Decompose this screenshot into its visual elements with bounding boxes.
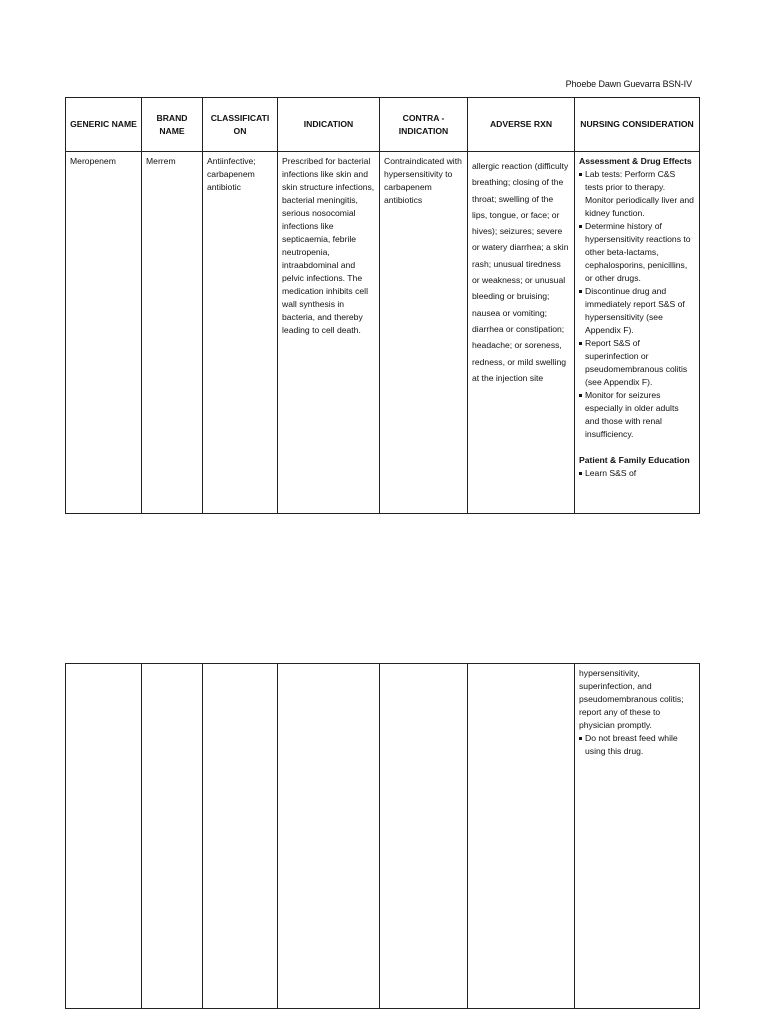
list-item: Discontinue drug and immediately report S&S of hypersensitivity (see Appendix F). bbox=[579, 285, 695, 337]
assessment-title: Assessment & Drug Effects bbox=[579, 156, 692, 166]
header-brand-name: BRAND NAME bbox=[142, 98, 203, 152]
header-nursing-consideration: NURSING CONSIDERATION bbox=[575, 98, 700, 152]
list-item: Learn S&S of bbox=[579, 467, 695, 480]
header-indication: INDICATION bbox=[278, 98, 380, 152]
cell-brand-name-empty bbox=[142, 664, 203, 1009]
cell-contraindication: Contraindicated with hypersensitivity to carbapenem antibiotics bbox=[380, 152, 468, 514]
education-list-continued bbox=[579, 732, 695, 758]
assessment-list bbox=[579, 168, 695, 441]
header-classification: CLASSIFICATI ON bbox=[203, 98, 278, 152]
header-contraindication: CONTRA - INDICATION bbox=[380, 98, 468, 152]
header-adverse-reaction: ADVERSE RXN bbox=[468, 98, 575, 152]
cell-generic-name: Meropenem bbox=[66, 152, 142, 514]
author-name: Phoebe Dawn Guevarra BSN-IV bbox=[565, 79, 692, 89]
drug-study-table-continued bbox=[65, 663, 700, 1009]
education-list bbox=[579, 467, 695, 480]
cell-contraindication-empty bbox=[380, 664, 468, 1009]
cell-adverse-reaction-empty bbox=[468, 664, 575, 1009]
cell-generic-name-empty bbox=[66, 664, 142, 1009]
table-row bbox=[66, 664, 700, 1009]
drug-study-table bbox=[65, 97, 700, 514]
list-item: Determine history of hypersensitivity reactions to other beta-lactams, cephalosporins, penicillins, or other drugs. bbox=[579, 220, 695, 285]
list-item: Do not breast feed while using this drug. bbox=[579, 732, 695, 758]
cell-nursing-consideration bbox=[575, 152, 700, 514]
list-item: Monitor for seizures especially in older adults and those with renal insufficiency. bbox=[579, 389, 695, 441]
cell-adverse-reaction: allergic reaction (difficulty breathing; closing of the throat; swelling of the lips, tongue, or face; or hives); seizures; severe or watery diarrhea; a skin rash; unusual tiredness or weakness; or unusual bleeding or bruising; nausea or vomiting; diarrhea or constipation; headache; or soreness, redness, or mild swelling at the injection site bbox=[468, 152, 575, 514]
cell-classification: Antiinfective; carbapenem antibiotic bbox=[203, 152, 278, 514]
table-row bbox=[66, 152, 700, 514]
list-item: Report S&S of superinfection or pseudomembranous colitis (see Appendix F). bbox=[579, 337, 695, 389]
cell-indication: Prescribed for bacterial infections like skin and skin structure infections, bacterial meningitis, serious nosocomial infections like septicaemia, febrile neutropenia, intraabdominal and pelvic infections. The medication inhibits cell wall synthesis in bacteria, and thereby leading to cell death. bbox=[278, 152, 380, 514]
header-generic-name: GENERIC NAME bbox=[66, 98, 142, 152]
education-item-continued: hypersensitivity, superinfection, and pseudomembranous colitis; report any of these to physician promptly. bbox=[579, 668, 684, 730]
cell-nursing-consideration-continued bbox=[575, 664, 700, 1009]
cell-brand-name: Merrem bbox=[142, 152, 203, 514]
education-title: Patient & Family Education bbox=[579, 455, 690, 465]
list-item: Lab tests: Perform C&S tests prior to therapy. Monitor periodically liver and kidney function. bbox=[579, 168, 695, 220]
cell-classification-empty bbox=[203, 664, 278, 1009]
cell-indication-empty bbox=[278, 664, 380, 1009]
table-header-row bbox=[66, 98, 700, 152]
